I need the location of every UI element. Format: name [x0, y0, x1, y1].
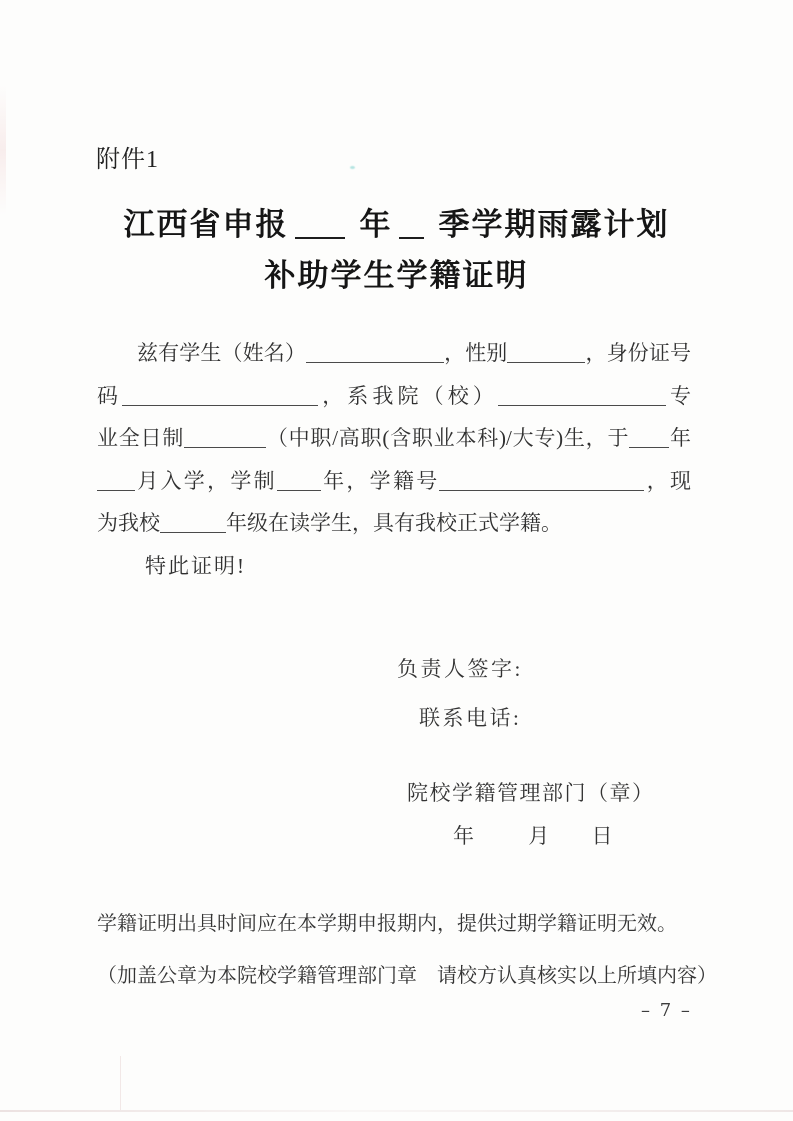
- blank-field: [97, 469, 135, 491]
- text-segment: 兹有学生（姓名）: [137, 341, 306, 365]
- text-segment: ，现: [644, 468, 692, 493]
- month-label: 月: [528, 824, 550, 848]
- attachment-label: 附件1: [96, 147, 159, 173]
- blank-field: [277, 469, 321, 491]
- blank-field: [295, 206, 345, 239]
- note-line-1: 学籍证明出具时间应在本学期申报期内，提供过期学籍证明无效。: [97, 913, 677, 935]
- title-line-1: [0, 199, 793, 250]
- text-segment: （中职/高职(含职业本科)/大专)生，于: [266, 426, 630, 450]
- text-segment: 业全日制: [97, 426, 185, 450]
- blank-field: [629, 426, 669, 448]
- body-line: [97, 417, 691, 460]
- blank-field: [439, 469, 644, 491]
- department-seal-label: 院校学籍管理部门（章）: [407, 781, 655, 805]
- document-title: [0, 199, 793, 301]
- date-line: [453, 820, 613, 850]
- footer-notes: [97, 898, 717, 1002]
- text-segment: 专: [665, 383, 692, 408]
- blank-field: [507, 341, 585, 363]
- body-line: [97, 375, 691, 418]
- body-paragraph: [97, 332, 691, 587]
- text-segment: ，系我院（校）: [318, 383, 498, 408]
- text-segment: ，身份证号: [585, 341, 692, 365]
- blank-field: [399, 206, 424, 239]
- title-line-2: 补助学生学籍证明: [264, 258, 529, 293]
- page-number: – 7 –: [641, 1000, 692, 1021]
- blank-field: [184, 426, 266, 448]
- body-line: [97, 502, 691, 545]
- signature-block: [397, 645, 523, 743]
- text-segment: 江西省申报: [123, 207, 289, 242]
- scan-artifact: [0, 1110, 793, 1112]
- text-segment: ，性别: [443, 341, 508, 365]
- text-segment: 月入学，学制: [135, 468, 277, 493]
- blank-field: [160, 511, 226, 533]
- blank-field: [306, 341, 444, 363]
- phone-label: 联系电话:: [419, 706, 522, 730]
- text-segment: 为我校: [97, 511, 160, 535]
- text-segment: 年: [359, 207, 393, 242]
- year-label: 年: [453, 824, 474, 848]
- scan-artifact: [120, 1056, 121, 1110]
- body-line: [97, 332, 691, 375]
- text-segment: 年: [669, 426, 692, 450]
- text-segment: 季学期雨露计划: [438, 207, 670, 242]
- signer-label: 负责人签字:: [397, 657, 523, 681]
- closing-statement: 特此证明!: [145, 553, 246, 578]
- text-segment: 年级在读学生，具有我校正式学籍。: [226, 511, 562, 535]
- blank-field: [122, 384, 318, 406]
- scan-artifact: [0, 85, 6, 215]
- scan-artifact: [350, 166, 355, 169]
- text-segment: 年，学籍号: [320, 468, 440, 493]
- blank-field: [498, 384, 666, 406]
- body-line: [97, 460, 691, 503]
- note-line-2: （加盖公章为本院校学籍管理部门章 请校方认真核实以上所填内容）: [97, 965, 717, 987]
- text-segment: 码: [97, 383, 123, 408]
- day-label: 日: [591, 824, 613, 848]
